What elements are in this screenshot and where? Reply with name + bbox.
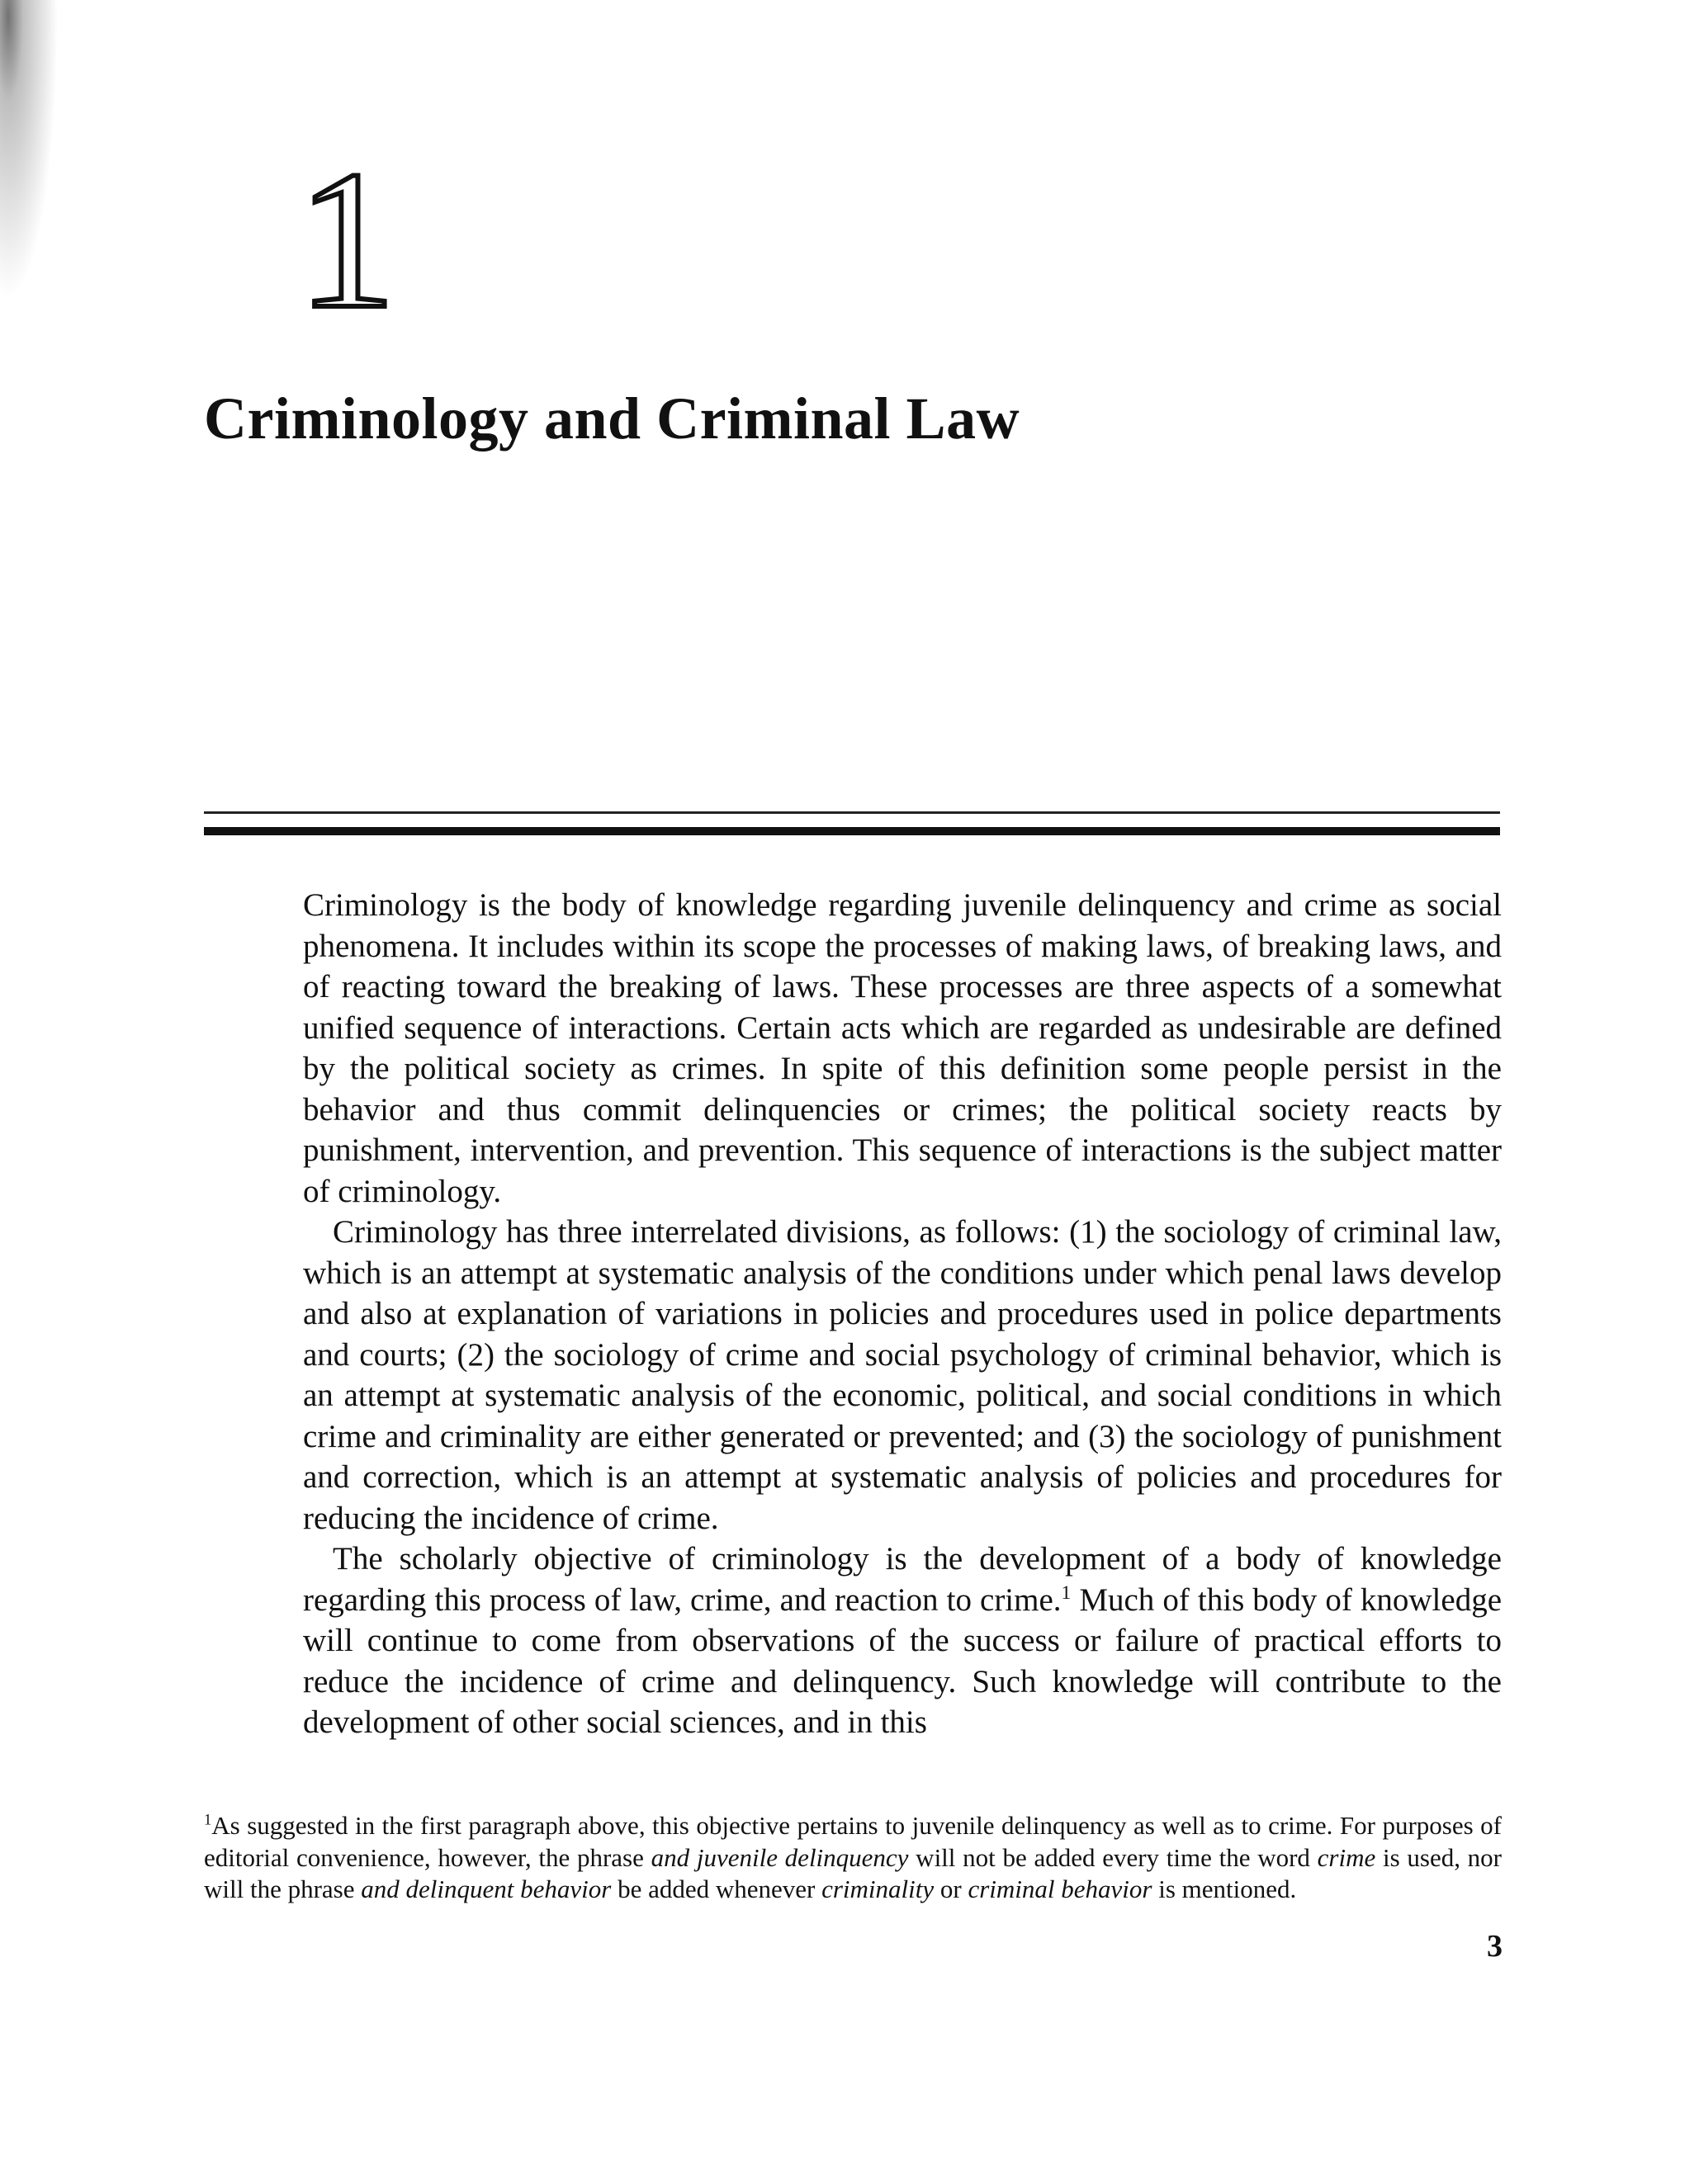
footnote-text-1: As suggested in the first paragraph above, this objective pertains to juvenile delinquency as well as to crime. For purposes of editorial convenience, however, the phrase — [204, 1811, 1502, 1872]
footnote-reference: 1 — [1061, 1581, 1072, 1604]
footnote-text-3: is used, nor will the phrase — [204, 1842, 1503, 1903]
body-text — [303, 885, 1502, 1743]
paragraph-3 — [303, 1539, 1502, 1743]
footnote-marker: 1 — [204, 1811, 212, 1829]
paragraph-2: Criminology has three interrelated divisions, as follows: (1) the sociology of criminal law, which is an attempt at systematic analysis of the conditions under which penal laws develop and also at explanation of variations in policies and procedures used in police departments and courts; (2) the sociology of crime and social psychology of criminal behavior, which is an attempt at systematic analysis of the economic, political, and social conditions in which crime and criminality are either generated or prevented; and (3) the sociology of punishment and correction, which is an attempt at systematic analysis of policies and procedures for reducing the incidence of crime. — [303, 1214, 1502, 1536]
title-rule-thick — [204, 827, 1500, 835]
footnote — [204, 1810, 1502, 1906]
page-number: 3 — [1487, 1929, 1503, 1964]
footnote-italic-4: criminality — [821, 1874, 935, 1903]
footnote-text-6: is mentioned. — [1152, 1874, 1297, 1903]
paragraph-3-text: The scholarly objective of criminology is the development of a body of knowledge regarding this process of law, crime, and reaction to crime. — [303, 1541, 1502, 1618]
footnote-text-2: will not be added every time the word — [908, 1842, 1318, 1872]
footnote-italic-5: criminal behavior — [968, 1874, 1152, 1903]
footnote-italic-1: and juvenile delinquency — [651, 1842, 909, 1872]
footnote-italic-3: and delinquent behavior — [361, 1874, 612, 1903]
chapter-number: 1 — [297, 130, 396, 349]
chapter-title: Criminology and Criminal Law — [204, 385, 1020, 451]
footnote-text-5: or — [934, 1874, 968, 1903]
paragraph-3-continuation: Much of this body of knowledge will continue to come from observations of the success or failure of practical efforts to reduce the incidence of crime and delinquency. Such knowledge will contribute to the development of other social sciences, and in this — [303, 1581, 1503, 1740]
paragraph-1: Criminology is the body of knowledge regarding juvenile delinquency and crime as social phenomena. It includes within its scope the processes of making laws, of breaking laws, and of reacting toward the breaking of laws. These processes are three aspects of a somewhat unified sequence of interactions. Certain acts which are regarded as undesirable are defined by the political society as crimes. In spite of this definition some people persist in the behavior and thus commit delinquencies or crimes; the political society reacts by punishment, intervention, and prevention. This sequence of interactions is the subject matter of criminology. — [303, 887, 1502, 1209]
scan-edge-artifact — [0, 0, 58, 297]
footnote-text-4: be added whenever — [611, 1874, 822, 1903]
footnote-italic-2: crime — [1317, 1842, 1376, 1872]
title-rule-thin — [204, 811, 1500, 814]
